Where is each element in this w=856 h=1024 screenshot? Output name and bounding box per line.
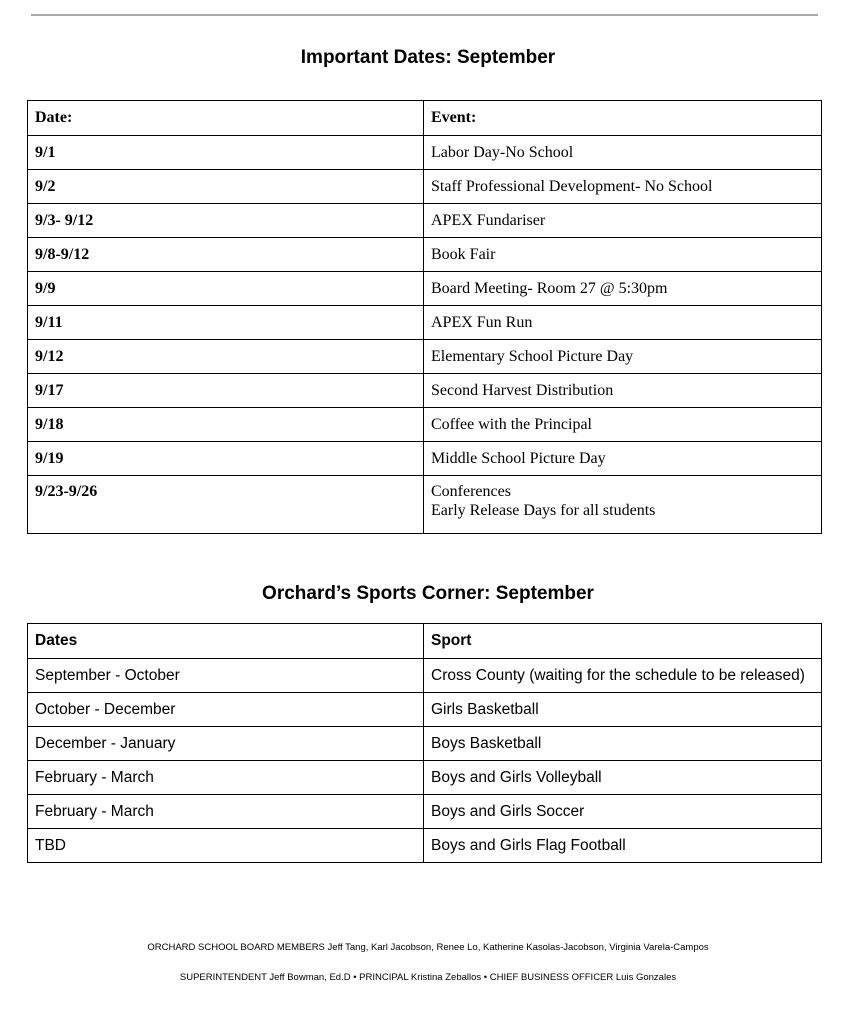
date-cell: 9/8-9/12	[28, 238, 424, 272]
date-cell: 9/12	[28, 340, 424, 374]
sport-column-header: Sport	[424, 624, 822, 659]
table-row	[28, 727, 822, 761]
table-header-row	[28, 101, 822, 136]
sport-cell: Cross County (waiting for the schedule to be released)	[424, 659, 822, 693]
sport-cell: Girls Basketball	[424, 693, 822, 727]
date-column-header: Date:	[28, 101, 424, 136]
event-line: Conferences	[431, 483, 511, 500]
sport-cell: Boys and Girls Soccer	[424, 795, 822, 829]
board-members-footer: ORCHARD SCHOOL BOARD MEMBERS Jeff Tang, Karl Jacobson, Renee Lo, Katherine Kasolas-Jacobson, Virginia Varela-Campos	[147, 942, 709, 953]
dates-cell: February - March	[28, 795, 424, 829]
table-row	[28, 829, 822, 863]
table-row	[28, 204, 822, 238]
table-row	[28, 476, 822, 534]
important-dates-table	[27, 100, 822, 534]
table-row	[28, 374, 822, 408]
sport-cell: Boys and Girls Flag Football	[424, 829, 822, 863]
date-cell: 9/11	[28, 306, 424, 340]
table-row	[28, 306, 822, 340]
dates-column-header: Dates	[28, 624, 424, 659]
table-header-row	[28, 624, 822, 659]
table-row	[28, 442, 822, 476]
event-line: Early Release Days for all students	[431, 502, 656, 519]
event-cell: Labor Day-No School	[424, 136, 822, 170]
event-cell: Elementary School Picture Day	[424, 340, 822, 374]
top-divider	[31, 14, 818, 16]
event-column-header: Event:	[424, 101, 822, 136]
event-cell: APEX Fundariser	[424, 204, 822, 238]
event-cell: Second Harvest Distribution	[424, 374, 822, 408]
date-cell: 9/23-9/26	[28, 476, 424, 534]
date-cell: 9/2	[28, 170, 424, 204]
sport-cell: Boys and Girls Volleyball	[424, 761, 822, 795]
date-cell: 9/3- 9/12	[28, 204, 424, 238]
table-row	[28, 272, 822, 306]
table-row	[28, 659, 822, 693]
table-row	[28, 408, 822, 442]
event-cell	[424, 476, 822, 534]
table-row	[28, 693, 822, 727]
table-row	[28, 795, 822, 829]
important-dates-title: Important Dates: September	[300, 47, 556, 68]
date-cell: 9/19	[28, 442, 424, 476]
dates-cell: October - December	[28, 693, 424, 727]
event-cell: Staff Professional Development- No School	[424, 170, 822, 204]
date-cell: 9/18	[28, 408, 424, 442]
date-cell: 9/1	[28, 136, 424, 170]
event-cell: Book Fair	[424, 238, 822, 272]
table-row	[28, 761, 822, 795]
date-cell: 9/17	[28, 374, 424, 408]
sports-corner-table	[27, 623, 822, 863]
dates-cell: December - January	[28, 727, 424, 761]
dates-cell: February - March	[28, 761, 424, 795]
table-row	[28, 136, 822, 170]
event-cell: Middle School Picture Day	[424, 442, 822, 476]
table-row	[28, 170, 822, 204]
dates-cell: September - October	[28, 659, 424, 693]
date-cell: 9/9	[28, 272, 424, 306]
event-cell: APEX Fun Run	[424, 306, 822, 340]
table-row	[28, 340, 822, 374]
administration-footer: SUPERINTENDENT Jeff Bowman, Ed.D • PRINCIPAL Kristina Zeballos • CHIEF BUSINESS OFFICER Luis Gonzales	[179, 972, 677, 983]
sport-cell: Boys Basketball	[424, 727, 822, 761]
dates-cell: TBD	[28, 829, 424, 863]
table-row	[28, 238, 822, 272]
event-cell: Board Meeting- Room 27 @ 5:30pm	[424, 272, 822, 306]
sports-corner-title: Orchard’s Sports Corner: September	[262, 583, 594, 604]
event-cell: Coffee with the Principal	[424, 408, 822, 442]
